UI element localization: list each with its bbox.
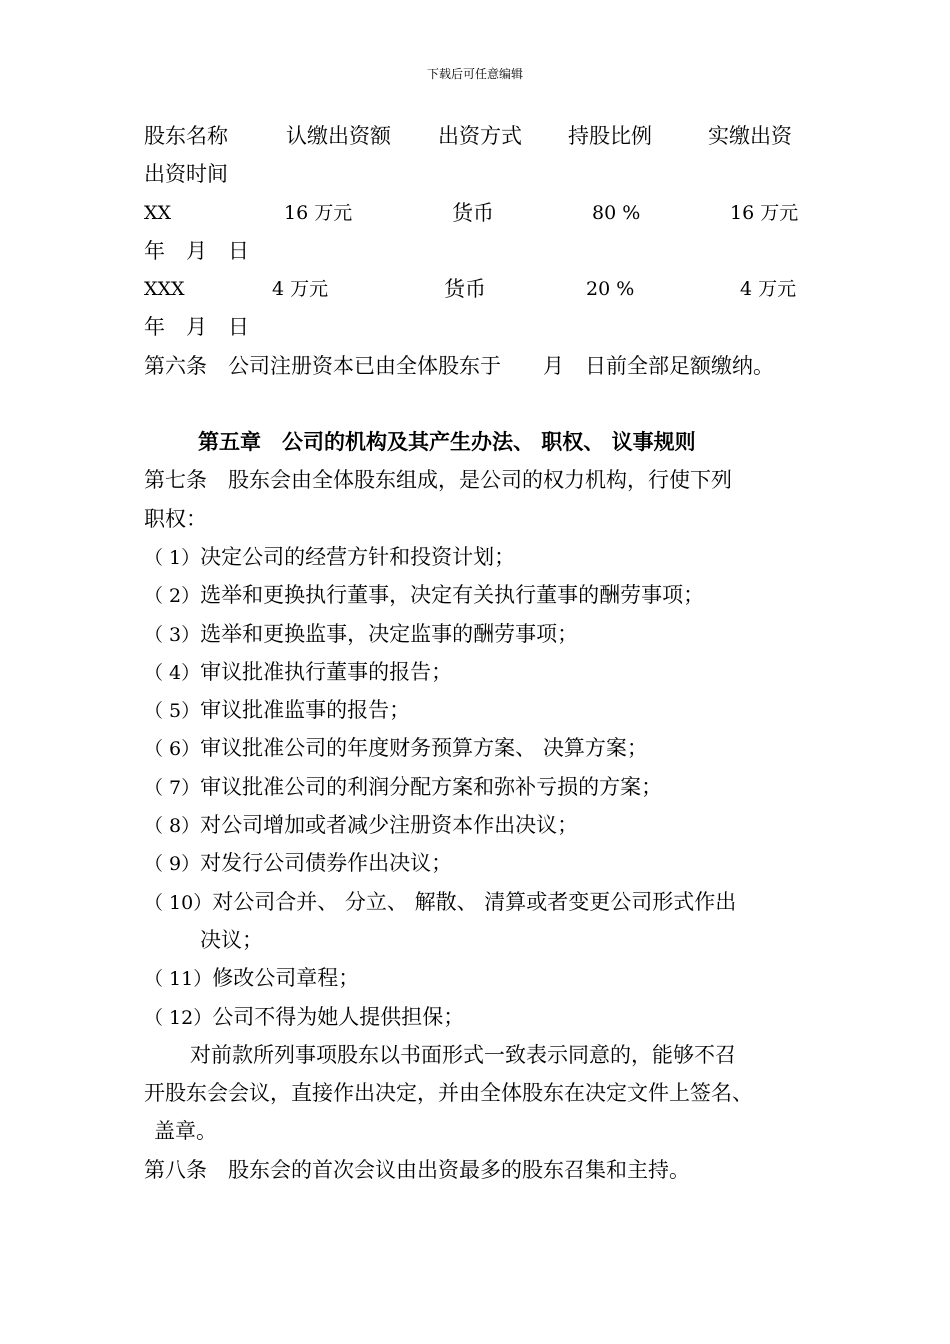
paragraph-line-3: 盖章。 bbox=[154, 1119, 217, 1144]
cell-paid: 4 万元 bbox=[740, 278, 797, 301]
list-item bbox=[144, 691, 844, 729]
table-row bbox=[144, 270, 844, 308]
list-item-text: 审议批准执行董事的报告； bbox=[200, 659, 453, 684]
list-item-text: 审议批准公司的利润分配方案和弥补亏损的方案； bbox=[200, 774, 663, 799]
article-6: 第六条 公司注册资本已由全体股东于 月 日前全部足额缴纳。 bbox=[144, 353, 774, 378]
list-item-number: （ 11） bbox=[144, 968, 213, 991]
list-item bbox=[144, 998, 844, 1036]
list-item bbox=[144, 729, 844, 767]
article-7-line-2: 职权： bbox=[144, 506, 207, 531]
col-header-method: 出资方式 bbox=[438, 124, 522, 148]
list-item-text: 对发行公司债券作出决议； bbox=[200, 851, 453, 876]
cell-method: 货币 bbox=[452, 200, 494, 225]
list-item-text: 审议批准监事的报告； bbox=[200, 698, 411, 723]
cell-name: XX bbox=[144, 201, 172, 224]
table-header-row bbox=[144, 117, 844, 155]
document-body bbox=[144, 117, 844, 1189]
table-row bbox=[144, 194, 844, 232]
cell-name: XXX bbox=[144, 278, 185, 301]
list-item bbox=[144, 959, 844, 997]
table-header-wrap: 出资时间 bbox=[144, 162, 228, 187]
list-item-continuation: 决议； bbox=[200, 927, 263, 952]
list-item-text: 对公司增加或者减少注册资本作出决议； bbox=[200, 813, 579, 838]
col-header-paid: 实缴出资 bbox=[708, 124, 792, 148]
paragraph-line-2: 开股东会会议，直接作出决定，并由全体股东在决定文件上签名、 bbox=[144, 1081, 753, 1106]
col-header-subscribed: 认缴出资额 bbox=[286, 124, 391, 148]
page-header: 下载后可任意编辑 bbox=[426, 67, 523, 81]
list-item-text: 对公司合并、 分立、 解散、 清算或者变更公司形式作出 bbox=[212, 889, 737, 914]
list-item bbox=[144, 576, 844, 614]
cell-ratio: 20 % bbox=[586, 278, 635, 301]
article-7-line-1: 第七条 股东会由全体股东组成，是公司的权力机构，行使下列 bbox=[144, 468, 732, 493]
list-item-number: （ 2） bbox=[144, 585, 201, 608]
col-header-shareholder: 股东名称 bbox=[144, 124, 228, 148]
chapter-5-title: 第五章 公司的机构及其产生办法、 职权、 议事规则 bbox=[198, 430, 696, 455]
table-row-date: 年 月 日 bbox=[144, 315, 249, 340]
list-item bbox=[144, 768, 844, 806]
list-item bbox=[144, 615, 844, 653]
list-item bbox=[144, 844, 844, 882]
list-item bbox=[144, 653, 844, 691]
list-item-number: （ 4） bbox=[144, 661, 201, 684]
list-item bbox=[144, 883, 844, 921]
list-item-text: 审议批准公司的年度财务预算方案、 决算方案； bbox=[200, 736, 648, 761]
list-item-number: （ 1） bbox=[144, 546, 201, 569]
list-item-text: 决定公司的经营方针和投资计划； bbox=[200, 544, 516, 569]
list-item-number: （ 10） bbox=[144, 891, 213, 914]
list-item-number: （ 8） bbox=[144, 815, 201, 838]
list-item-number: （ 5） bbox=[144, 700, 201, 723]
list-item-number: （ 12） bbox=[144, 1006, 213, 1029]
list-item bbox=[144, 806, 844, 844]
list-item-text: 选举和更换监事，决定监事的酬劳事项； bbox=[200, 621, 579, 646]
list-item-text: 选举和更换执行董事，决定有关执行董事的酬劳事项； bbox=[200, 583, 705, 608]
paragraph-line-1: 对前款所列事项股东以书面形式一致表示同意的，能够不召 bbox=[190, 1042, 736, 1067]
cell-method: 货币 bbox=[444, 277, 486, 302]
list-item-text: 公司不得为她人提供担保； bbox=[212, 1004, 465, 1029]
article-8: 第八条 股东会的首次会议由出资最多的股东召集和主持。 bbox=[144, 1157, 690, 1182]
spacer bbox=[144, 385, 844, 423]
list-item-number: （ 7） bbox=[144, 776, 201, 799]
list-item-number: （ 9） bbox=[144, 853, 201, 876]
cell-subscribed: 16 万元 bbox=[284, 201, 353, 224]
cell-subscribed: 4 万元 bbox=[272, 278, 329, 301]
cell-paid: 16 万元 bbox=[730, 201, 799, 224]
list-item-text: 修改公司章程； bbox=[212, 966, 360, 991]
table-row-date: 年 月 日 bbox=[144, 238, 249, 263]
list-item bbox=[144, 538, 844, 576]
cell-ratio: 80 % bbox=[592, 201, 641, 224]
list-item-number: （ 6） bbox=[144, 738, 201, 761]
col-header-ratio: 持股比例 bbox=[568, 124, 652, 148]
list-item-number: （ 3） bbox=[144, 623, 201, 646]
